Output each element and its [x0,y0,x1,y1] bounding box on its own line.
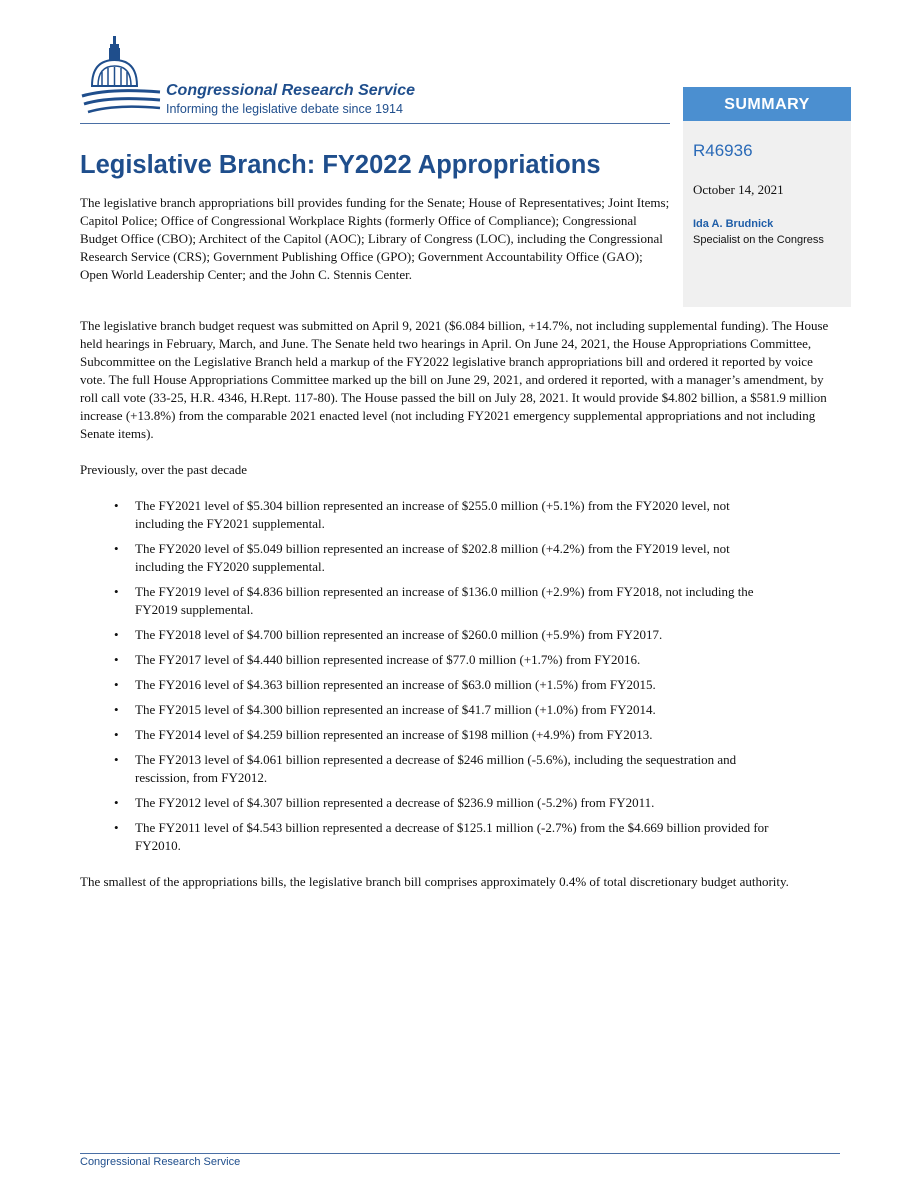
crs-logo [80,34,480,126]
list-item: • The FY2017 level of $4.440 billion represented increase of $77.0 million (+1.7%) from FY2016. [114,652,641,667]
summary-sidebar [683,87,851,307]
budget-request-paragraph: The legislative branch budget request was submitted on April 9, 2021 ($6.084 billion, +14.7%, not including supplemental funding). The House held hearings in February, March, and June. The Senate held two hearings in April. On June 24, 2021, the House Appropriations Committee, Subcommittee on the Legislative Branch held a markup of the FY2022 legislative branch appropriations bill and ordered it reported by voice vote. The full House Appropriations Committee marked up the bill on June 29, 2021, and ordered it reported, with a manager’s amendment, by roll call vote (33-25, H.R. 4346, H.Rept. 117-80). The House passed the bill on July 28, 2021. It would provide $4.802 billion, a $581.9 million increase (+13.8%) from the comparable 2021 enacted level (not including FY2021 emergency supplemental appropriations and not including Senate items). [80,318,829,441]
bullet-icon: • [114,627,119,642]
closing-paragraph: The smallest of the appropriations bills, the legislative branch bill comprises approximately 0.4% of total discretionary budget authority. [80,874,789,889]
bullet-icon: • [114,820,119,835]
past-decade-intro: Previously, over the past decade [80,462,248,477]
list-item: • The FY2014 level of $4.259 billion represented an increase of $198 million (+4.9%) from FY2013. [114,727,653,742]
bullet-icon: • [114,795,119,810]
page-title: Legislative Branch: FY2022 Appropriations [80,151,601,179]
list-item: • The FY2018 level of $4.700 billion represented an increase of $260.0 million (+5.9%) from FY2017. [114,627,663,642]
footer-text: Congressional Research Service [80,1156,241,1168]
author-title: Specialist on the Congress [693,234,824,246]
bullet-icon: • [114,498,119,513]
list-item: • The FY2012 level of $4.307 billion represented a decrease of $236.9 million (-5.2%) from FY2011. [114,795,655,810]
list-item: • The FY2011 level of $4.543 billion represented a decrease of $125.1 million (-2.7%) from the $4.669 billion provided for FY2010. [114,820,769,853]
org-name: Congressional Research Service [166,82,416,99]
bullet-icon: • [114,652,119,667]
list-item: • The FY2016 level of $4.363 billion represented an increase of $63.0 million (+1.5%) from FY2015. [114,677,656,692]
list-item: • The FY2019 level of $4.836 billion represented an increase of $136.0 million (+2.9%) from FY2018, not including the FY2019 supplemental. [114,584,754,617]
list-item: • The FY2015 level of $4.300 billion represented an increase of $41.7 million (+1.0%) from FY2014. [114,702,656,717]
bullet-icon: • [114,752,119,767]
author-name[interactable]: Ida A. Brudnick [693,218,774,230]
capitol-dome-icon [80,34,162,126]
footer-divider [80,1153,840,1154]
bullet-icon: • [114,541,119,556]
bullet-icon: • [114,727,119,742]
bullet-icon: • [114,677,119,692]
org-tagline: Informing the legislative debate since 1914 [166,102,403,116]
intro-paragraph: The legislative branch appropriations bill provides funding for the Senate; House of Representatives; Joint Items; Capitol Police; Office of Congressional Workplace Rights (formerly Office of Compliance); Congressional Budget Office (CBO); Architect of the Capitol (AOC); Library of Congress (LOC), including the Congressional Research Service (CRS); Government Publishing Office (GPO); Government Accountability Office (GAO); Open World Leadership Center; and the John C. Stennis Center. [80,195,670,282]
list-item: • The FY2021 level of $5.304 billion represented an increase of $255.0 million (+5.1%) from the FY2020 level, not including the FY2021 supplemental. [114,498,730,531]
bullet-icon: • [114,584,119,599]
summary-label: SUMMARY [683,87,851,121]
report-number: R46936 [693,141,753,160]
main-body [80,317,840,909]
list-item: • The FY2020 level of $5.049 billion represented an increase of $202.8 million (+4.2%) from the FY2019 level, not including the FY2020 supplemental. [114,541,730,574]
list-item: • The FY2013 level of $4.061 billion represented a decrease of $246 million (-5.6%), including the sequestration and rescission, from FY2012. [114,752,737,785]
header-divider [80,123,670,124]
bullet-icon: • [114,702,119,717]
funding-history-list [80,497,840,855]
report-date: October 14, 2021 [693,182,784,197]
